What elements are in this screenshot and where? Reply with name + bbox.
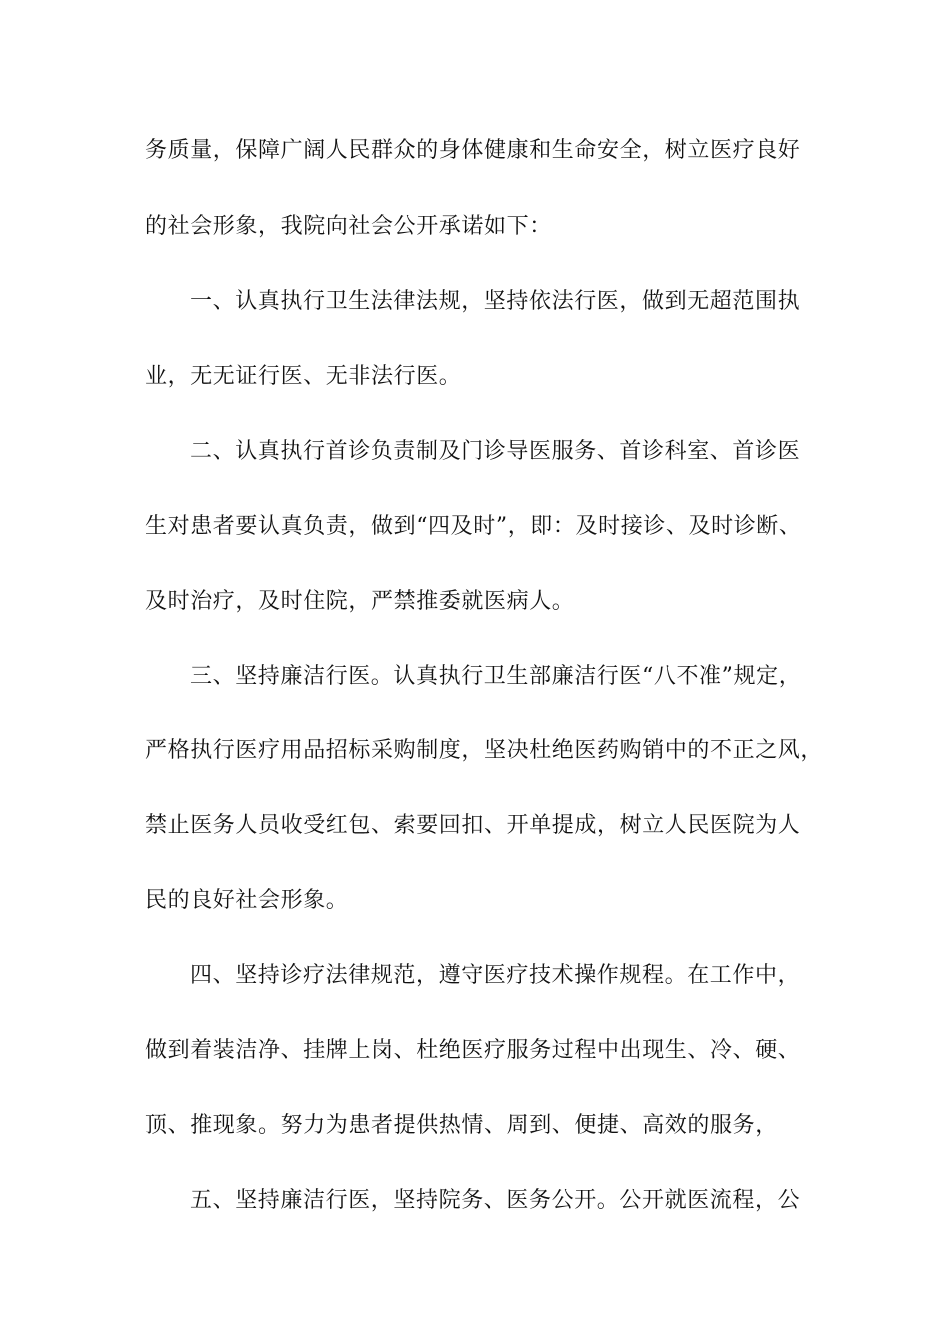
paragraph-1-line: 一、认真执行卫生法律法规，坚持依法行医，做到无超范围执 xyxy=(190,289,801,314)
text-line: 的社会形象，我院向社会公开承诺如下： xyxy=(145,214,552,239)
text-line: 顶、推现象。努力为患者提供热情、周到、便捷、高效的服务， xyxy=(145,1113,778,1138)
text-line: 做到着装洁净、挂牌上岗、杜绝医疗服务过程中出现生、冷、硬、 xyxy=(145,1038,801,1063)
text-line: 生对患者要认真负责，做到“四及时”，即：及时接诊、及时诊断、 xyxy=(145,514,802,539)
text-line: 民的良好社会形象。 xyxy=(145,888,349,913)
paragraph-2-line: 二、认真执行首诊负责制及门诊导医服务、首诊科室、首诊医 xyxy=(190,439,801,464)
paragraph-3-line: 三、坚持廉洁行医。认真执行卫生部廉洁行医“八不准”规定， xyxy=(190,664,802,689)
text-line: 严格执行医疗用品招标采购制度，坚决杜绝医药购销中的不正之风， xyxy=(145,738,824,763)
paragraph-4-line: 四、坚持诊疗法律规范，遵守医疗技术操作规程。在工作中， xyxy=(190,963,801,988)
text-line: 及时治疗，及时住院，严禁推委就医病人。 xyxy=(145,589,575,614)
paragraph-5-line: 五、坚持廉洁行医，坚持院务、医务公开。公开就医流程，公 xyxy=(190,1188,801,1213)
text-line: 禁止医务人员收受红包、索要回扣、开单提成，树立人民医院为人 xyxy=(145,813,801,838)
text-line: 务质量，保障广阔人民群众的身体健康和生命安全，树立医疗良好 xyxy=(145,138,801,163)
text-line: 业，无无证行医、无非法行医。 xyxy=(145,364,462,389)
